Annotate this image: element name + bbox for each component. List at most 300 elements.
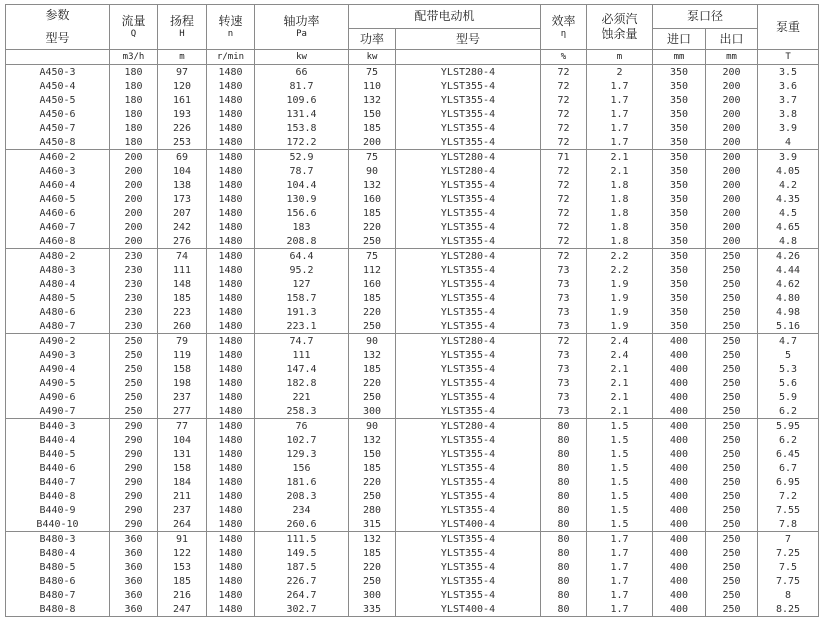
- flow-cell: 250: [110, 376, 158, 390]
- efficiency-cell: 72: [541, 234, 587, 249]
- model-cell: A460-8: [6, 234, 110, 249]
- shaft-power-cell: 95.2: [255, 263, 349, 277]
- table-row: [6, 517, 819, 532]
- motor-model-cell: YLST280-4: [396, 419, 541, 434]
- shaft-power-cell: 172.2: [255, 135, 349, 150]
- efficiency-cell: 73: [541, 362, 587, 376]
- table-row: [6, 79, 819, 93]
- flow-cell: 290: [110, 419, 158, 434]
- speed-cell: 1480: [207, 291, 255, 305]
- speed-cell: 1480: [207, 135, 255, 150]
- flow-cell: 290: [110, 489, 158, 503]
- inlet-cell: 400: [653, 489, 706, 503]
- motor-power-cell: 315: [349, 517, 396, 532]
- motor-power-cell: 250: [349, 489, 396, 503]
- motor-power-cell: 280: [349, 503, 396, 517]
- efficiency-cell: 73: [541, 305, 587, 319]
- npsh-cell: 2.1: [587, 164, 653, 178]
- weight-cell: 7.55: [758, 503, 819, 517]
- shaft-power-cell: 234: [255, 503, 349, 517]
- motor-power-cell: 150: [349, 107, 396, 121]
- npsh-cell: 1.7: [587, 93, 653, 107]
- outlet-cell: 250: [706, 560, 758, 574]
- speed-cell: 1480: [207, 433, 255, 447]
- outlet-cell: 250: [706, 532, 758, 547]
- head-cell: 131: [158, 447, 207, 461]
- shaft-power-cell: 153.8: [255, 121, 349, 135]
- inlet-cell: 350: [653, 305, 706, 319]
- speed-cell: 1480: [207, 164, 255, 178]
- head-cell: 277: [158, 404, 207, 419]
- head-cell: 97: [158, 65, 207, 80]
- speed-cell: 1480: [207, 319, 255, 334]
- table-row: [6, 277, 819, 291]
- outlet-cell: 200: [706, 192, 758, 206]
- unit-efficiency: %: [541, 50, 587, 65]
- model-cell: A460-7: [6, 220, 110, 234]
- efficiency-cell: 80: [541, 447, 587, 461]
- table-row: [6, 602, 819, 617]
- inlet-cell: 350: [653, 150, 706, 165]
- head-cell: 104: [158, 433, 207, 447]
- model-cell: A450-4: [6, 79, 110, 93]
- head-cell: 91: [158, 532, 207, 547]
- outlet-cell: 250: [706, 249, 758, 264]
- motor-model-cell: YLST355-4: [396, 107, 541, 121]
- motor-power-cell: 300: [349, 588, 396, 602]
- motor-model-cell: YLST355-4: [396, 348, 541, 362]
- shaft-power-cell: 109.6: [255, 93, 349, 107]
- table-row: [6, 546, 819, 560]
- outlet-cell: 250: [706, 390, 758, 404]
- motor-model-cell: YLST355-4: [396, 263, 541, 277]
- model-cell: B480-6: [6, 574, 110, 588]
- weight-cell: 7.5: [758, 560, 819, 574]
- flow-cell: 250: [110, 362, 158, 376]
- weight-cell: 3.6: [758, 79, 819, 93]
- model-cell: A480-7: [6, 319, 110, 334]
- weight-cell: 4.44: [758, 263, 819, 277]
- outlet-cell: 200: [706, 107, 758, 121]
- table-row: [6, 503, 819, 517]
- shaft-power-cell: 158.7: [255, 291, 349, 305]
- motor-model-cell: YLST355-4: [396, 404, 541, 419]
- motor-power-cell: 220: [349, 305, 396, 319]
- efficiency-cell: 80: [541, 574, 587, 588]
- weight-cell: 4.8: [758, 234, 819, 249]
- motor-power-cell: 335: [349, 602, 396, 617]
- speed-cell: 1480: [207, 93, 255, 107]
- efficiency-cell: 80: [541, 475, 587, 489]
- flow-cell: 360: [110, 588, 158, 602]
- npsh-cell: 1.7: [587, 121, 653, 135]
- shaft-power-cell: 182.8: [255, 376, 349, 390]
- motor-power-cell: 185: [349, 291, 396, 305]
- speed-cell: 1480: [207, 546, 255, 560]
- shaft-power-header: [255, 5, 349, 50]
- head-cell: 276: [158, 234, 207, 249]
- weight-cell: 4.62: [758, 277, 819, 291]
- efficiency-cell: 72: [541, 121, 587, 135]
- outlet-cell: 250: [706, 263, 758, 277]
- table-row: [6, 234, 819, 249]
- head-cell: 237: [158, 503, 207, 517]
- head-cell: 69: [158, 150, 207, 165]
- flow-cell: 360: [110, 546, 158, 560]
- model-cell: A460-3: [6, 164, 110, 178]
- motor-power-cell: 75: [349, 249, 396, 264]
- unit-npsh: m: [587, 50, 653, 65]
- speed-cell: 1480: [207, 560, 255, 574]
- head-cell: 158: [158, 461, 207, 475]
- inlet-cell: 350: [653, 164, 706, 178]
- flow-cell: 200: [110, 178, 158, 192]
- motor-model-cell: YLST355-4: [396, 546, 541, 560]
- diameter-header: 泵口径: [653, 5, 758, 29]
- table-row: [6, 249, 819, 264]
- efficiency-cell: 73: [541, 263, 587, 277]
- flow-symbol: Q: [130, 29, 137, 39]
- efficiency-cell: 72: [541, 164, 587, 178]
- flow-cell: 290: [110, 447, 158, 461]
- model-cell: A460-4: [6, 178, 110, 192]
- speed-cell: 1480: [207, 220, 255, 234]
- shaft-power-cell: 191.3: [255, 305, 349, 319]
- motor-power-cell: 185: [349, 362, 396, 376]
- outlet-cell: 200: [706, 65, 758, 80]
- motor-header: 配带电动机: [349, 5, 541, 29]
- npsh-cell: 1.8: [587, 178, 653, 192]
- table-header: [6, 5, 819, 65]
- flow-cell: 360: [110, 532, 158, 547]
- weight-cell: 6.95: [758, 475, 819, 489]
- shaft-power-cell: 181.6: [255, 475, 349, 489]
- motor-model-cell: YLST355-4: [396, 560, 541, 574]
- weight-cell: 5.95: [758, 419, 819, 434]
- outlet-cell: 200: [706, 164, 758, 178]
- head-cell: 153: [158, 560, 207, 574]
- head-cell: 138: [158, 178, 207, 192]
- inlet-cell: 350: [653, 121, 706, 135]
- model-cell: A450-8: [6, 135, 110, 150]
- speed-cell: 1480: [207, 376, 255, 390]
- efficiency-cell: 73: [541, 404, 587, 419]
- table-row: [6, 475, 819, 489]
- head-cell: 185: [158, 574, 207, 588]
- table-row: [6, 150, 819, 165]
- head-cell: 193: [158, 107, 207, 121]
- head-cell: 184: [158, 475, 207, 489]
- flow-cell: 180: [110, 135, 158, 150]
- speed-cell: 1480: [207, 79, 255, 93]
- outlet-cell: 200: [706, 79, 758, 93]
- motor-power-cell: 90: [349, 419, 396, 434]
- weight-cell: 7.25: [758, 546, 819, 560]
- motor-model-cell: YLST355-4: [396, 291, 541, 305]
- head-cell: 198: [158, 376, 207, 390]
- outlet-cell: 250: [706, 461, 758, 475]
- efficiency-cell: 72: [541, 135, 587, 150]
- flow-cell: 290: [110, 475, 158, 489]
- shaft-power-cell: 226.7: [255, 574, 349, 588]
- model-cell: B440-9: [6, 503, 110, 517]
- motor-model-cell: YLST355-4: [396, 220, 541, 234]
- row-group: [6, 65, 819, 150]
- motor-model-cell: YLST355-4: [396, 362, 541, 376]
- shaft-power-cell: 260.6: [255, 517, 349, 532]
- head-cell: 237: [158, 390, 207, 404]
- speed-symbol: n: [227, 29, 234, 39]
- motor-model-cell: YLST355-4: [396, 475, 541, 489]
- motor-power-cell: 150: [349, 447, 396, 461]
- inlet-cell: 350: [653, 263, 706, 277]
- weight-cell: 3.8: [758, 107, 819, 121]
- motor-model-cell: YLST355-4: [396, 234, 541, 249]
- model-cell: A480-3: [6, 263, 110, 277]
- model-cell: A450-5: [6, 93, 110, 107]
- npsh-cell: 1.5: [587, 461, 653, 475]
- shaft-power-cell: 102.7: [255, 433, 349, 447]
- outlet-cell: 250: [706, 334, 758, 349]
- model-cell: A490-4: [6, 362, 110, 376]
- flow-cell: 290: [110, 503, 158, 517]
- efficiency-cell: 72: [541, 334, 587, 349]
- npsh-cell: 2.2: [587, 249, 653, 264]
- flow-cell: 180: [110, 65, 158, 80]
- table-row: [6, 305, 819, 319]
- weight-cell: 4.2: [758, 178, 819, 192]
- flow-cell: 230: [110, 263, 158, 277]
- outlet-cell: 200: [706, 135, 758, 150]
- head-cell: 148: [158, 277, 207, 291]
- inlet-cell: 400: [653, 475, 706, 489]
- efficiency-cell: 73: [541, 348, 587, 362]
- head-cell: 185: [158, 291, 207, 305]
- motor-power-cell: 132: [349, 93, 396, 107]
- speed-cell: 1480: [207, 263, 255, 277]
- npsh-label-line1: 必须汽: [601, 12, 638, 26]
- model-cell: A450-7: [6, 121, 110, 135]
- head-cell: 158: [158, 362, 207, 376]
- efficiency-cell: 80: [541, 602, 587, 617]
- speed-cell: 1480: [207, 206, 255, 220]
- flow-cell: 360: [110, 574, 158, 588]
- weight-header: 泵重: [758, 5, 819, 50]
- inlet-cell: 350: [653, 277, 706, 291]
- motor-power-cell: 220: [349, 376, 396, 390]
- npsh-cell: 1.9: [587, 277, 653, 291]
- outlet-cell: 250: [706, 362, 758, 376]
- motor-power-cell: 220: [349, 560, 396, 574]
- shaft-power-cell: 258.3: [255, 404, 349, 419]
- efficiency-cell: 72: [541, 220, 587, 234]
- row-group: [6, 150, 819, 249]
- outlet-cell: 250: [706, 602, 758, 617]
- outlet-cell: 250: [706, 277, 758, 291]
- inlet-cell: 400: [653, 602, 706, 617]
- unit-motor-power: kw: [349, 50, 396, 65]
- speed-cell: 1480: [207, 602, 255, 617]
- inlet-cell: 350: [653, 206, 706, 220]
- weight-cell: 7: [758, 532, 819, 547]
- speed-cell: 1480: [207, 348, 255, 362]
- table-row: [6, 291, 819, 305]
- efficiency-cell: 72: [541, 79, 587, 93]
- shaft-power-cell: 66: [255, 65, 349, 80]
- motor-power-cell: 200: [349, 135, 396, 150]
- inlet-cell: 400: [653, 532, 706, 547]
- efficiency-cell: 72: [541, 192, 587, 206]
- shaft-power-cell: 131.4: [255, 107, 349, 121]
- outlet-cell: 250: [706, 489, 758, 503]
- efficiency-cell: 73: [541, 291, 587, 305]
- outlet-cell: 250: [706, 546, 758, 560]
- npsh-cell: 1.9: [587, 291, 653, 305]
- efficiency-header: [541, 5, 587, 50]
- outlet-cell: 250: [706, 404, 758, 419]
- efficiency-cell: 72: [541, 249, 587, 264]
- speed-cell: 1480: [207, 517, 255, 532]
- outlet-header: 出口: [706, 29, 758, 50]
- motor-power-cell: 132: [349, 433, 396, 447]
- motor-power-cell: 160: [349, 192, 396, 206]
- head-cell: 223: [158, 305, 207, 319]
- table-row: [6, 164, 819, 178]
- model-cell: A480-5: [6, 291, 110, 305]
- inlet-cell: 400: [653, 376, 706, 390]
- unit-model: [6, 50, 110, 65]
- head-cell: 120: [158, 79, 207, 93]
- outlet-cell: 250: [706, 574, 758, 588]
- speed-cell: 1480: [207, 121, 255, 135]
- inlet-cell: 350: [653, 192, 706, 206]
- weight-cell: 3.7: [758, 93, 819, 107]
- motor-power-cell: 220: [349, 475, 396, 489]
- inlet-cell: 400: [653, 433, 706, 447]
- model-cell: B480-7: [6, 588, 110, 602]
- model-cell: A490-3: [6, 348, 110, 362]
- unit-shaft-power: kw: [255, 50, 349, 65]
- weight-cell: 8.25: [758, 602, 819, 617]
- efficiency-cell: 73: [541, 390, 587, 404]
- speed-cell: 1480: [207, 461, 255, 475]
- head-cell: 211: [158, 489, 207, 503]
- flow-cell: 230: [110, 291, 158, 305]
- flow-header: [110, 5, 158, 50]
- table-row: [6, 362, 819, 376]
- unit-speed: r/min: [207, 50, 255, 65]
- head-cell: 264: [158, 517, 207, 532]
- npsh-cell: 2.4: [587, 334, 653, 349]
- npsh-cell: 2: [587, 65, 653, 80]
- npsh-cell: 1.8: [587, 192, 653, 206]
- shaft-power-cell: 64.4: [255, 249, 349, 264]
- npsh-cell: 1.7: [587, 574, 653, 588]
- speed-cell: 1480: [207, 362, 255, 376]
- model-cell: B440-4: [6, 433, 110, 447]
- npsh-cell: 2.1: [587, 376, 653, 390]
- shaft-power-cell: 76: [255, 419, 349, 434]
- shaft-power-cell: 129.3: [255, 447, 349, 461]
- table-row: [6, 192, 819, 206]
- model-cell: A490-5: [6, 376, 110, 390]
- efficiency-cell: 72: [541, 93, 587, 107]
- flow-cell: 360: [110, 602, 158, 617]
- speed-cell: 1480: [207, 588, 255, 602]
- table-row: [6, 574, 819, 588]
- efficiency-cell: 80: [541, 588, 587, 602]
- weight-cell: 7.2: [758, 489, 819, 503]
- weight-cell: 3.9: [758, 121, 819, 135]
- weight-cell: 4.5: [758, 206, 819, 220]
- head-cell: 104: [158, 164, 207, 178]
- outlet-cell: 250: [706, 517, 758, 532]
- table-row: [6, 433, 819, 447]
- weight-cell: 7.8: [758, 517, 819, 532]
- efficiency-cell: 72: [541, 107, 587, 121]
- outlet-cell: 250: [706, 419, 758, 434]
- flow-cell: 250: [110, 404, 158, 419]
- unit-inlet: mm: [653, 50, 706, 65]
- flow-cell: 200: [110, 164, 158, 178]
- speed-cell: 1480: [207, 107, 255, 121]
- motor-model-cell: YLST355-4: [396, 489, 541, 503]
- motor-power-cell: 300: [349, 404, 396, 419]
- outlet-cell: 250: [706, 503, 758, 517]
- outlet-cell: 250: [706, 348, 758, 362]
- npsh-cell: 1.7: [587, 107, 653, 121]
- inlet-cell: 400: [653, 560, 706, 574]
- speed-cell: 1480: [207, 234, 255, 249]
- motor-model-cell: YLST355-4: [396, 79, 541, 93]
- flow-cell: 290: [110, 461, 158, 475]
- motor-model-cell: YLST400-4: [396, 602, 541, 617]
- motor-power-cell: 90: [349, 334, 396, 349]
- weight-cell: 5.3: [758, 362, 819, 376]
- inlet-cell: 400: [653, 461, 706, 475]
- flow-cell: 180: [110, 121, 158, 135]
- inlet-cell: 400: [653, 546, 706, 560]
- head-cell: 253: [158, 135, 207, 150]
- table-row: [6, 461, 819, 475]
- flow-cell: 200: [110, 220, 158, 234]
- flow-cell: 250: [110, 348, 158, 362]
- npsh-cell: 2.1: [587, 404, 653, 419]
- inlet-cell: 400: [653, 404, 706, 419]
- motor-model-cell: YLST355-4: [396, 319, 541, 334]
- npsh-cell: 2.1: [587, 390, 653, 404]
- flow-cell: 200: [110, 192, 158, 206]
- inlet-cell: 400: [653, 574, 706, 588]
- motor-model-cell: YLST355-4: [396, 135, 541, 150]
- outlet-cell: 250: [706, 475, 758, 489]
- weight-cell: 4.7: [758, 334, 819, 349]
- motor-model-header: 型号: [396, 29, 541, 50]
- head-cell: 242: [158, 220, 207, 234]
- head-cell: 207: [158, 206, 207, 220]
- npsh-cell: 1.8: [587, 206, 653, 220]
- motor-model-cell: YLST355-4: [396, 390, 541, 404]
- flow-cell: 360: [110, 560, 158, 574]
- table-row: [6, 220, 819, 234]
- head-label: 扬程: [169, 14, 194, 28]
- model-cell: B480-3: [6, 532, 110, 547]
- head-cell: 79: [158, 334, 207, 349]
- flow-label: 流量: [121, 14, 146, 28]
- npsh-cell: 2.2: [587, 263, 653, 277]
- model-label: 型号: [45, 31, 70, 45]
- shaft-power-label: 轴功率: [283, 14, 320, 28]
